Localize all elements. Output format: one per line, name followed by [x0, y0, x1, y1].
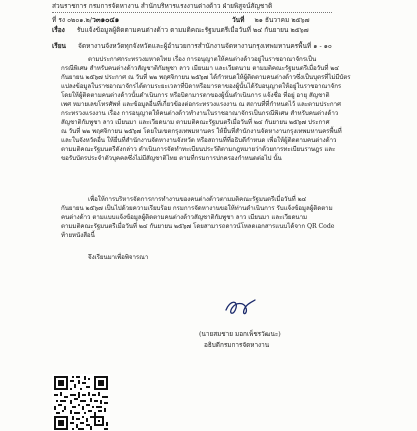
para1-line: แปลงข้อมูลในราชอาณาจักรได้ตามระยะเวลาที่บิดาหรือมารดาของผู้นั้นได้รับอนุญาตให้อยู่ในราชอาณาจักร [61, 83, 342, 90]
signer-title: อธิบดีกรมการจัดหางาน [204, 341, 270, 349]
para2-line: เพื่อให้การบริหารจัดการการทำงานของคนต่างด้าวตามมติคณะรัฐมนตรีเมื่อวันที่ ๒๔ [88, 196, 307, 203]
para1-line: สัญชาติกัมพูชา ลาว เมียนมา และเวียดนาม ตามมติคณะรัฐมนตรีเมื่อวันที่ ๒๔ กันยายน ๒๕๖๗ ประกาศ [61, 119, 330, 126]
reference-number: ว๓๑๐๔๑ [91, 15, 120, 24]
to-text: จัดหางานจังหวัดทุกจังหวัดและผู้อำนวยการสำนักงานจัดหางานกรุงเทพมหานครพื้นที่ ๑ - ๑๐ [78, 42, 332, 50]
subject-label: เรื่อง [52, 26, 65, 34]
para1-line: และในจังหวัดอื่น ให้ยื่นที่สำนักงานจัดหางานจังหวัด หรือสถานที่ที่อธิบดีกำหนด เพื่อให้ผู้ติดตามคนต่างด้าว [61, 137, 337, 144]
to-label: เรียน [52, 42, 66, 50]
subject-text: รับแจ้งข้อมูลผู้ติดตามคนต่างด้าว ตามมติคณะรัฐมนตรีเมื่อวันที่ ๒๔ กันยายน ๒๕๖๗ [76, 26, 309, 34]
signer-name: (นายสมชาย มอกเพ็ชรวัฒนะ) [199, 330, 281, 338]
para1-line: ขอรับบัตรประจำตัวบุคคลซึ่งไม่มีสัญชาติไทย ตามที่กรมการปกครองกำหนดต่อไป นั้น [61, 155, 282, 162]
para2-line: กันยายน ๒๕๖๗ เป็นไปด้วยความเรียบร้อย กรมการจัดหางานขอให้ท่านดำเนินการ รับแจ้งข้อมูลผู้ติดตาม [61, 205, 333, 212]
para1-line: ณ วันที่ ๒๒ พฤศจิกายน ๒๕๖๗ โดยในเขตกรุงเทพมหานคร ให้ยื่นที่สำนักงานจัดหางานกรุงเทพมหานครพื้นที่ [61, 128, 342, 135]
para2-line: คนต่างด้าว ตามแบบแจ้งข้อมูลผู้ติดตามคนต่างด้าวสัญชาติกัมพูชา ลาว เมียนมา และเวียดนาม [61, 214, 308, 221]
para1-line: กรณีพิเศษ สำหรับคนต่างด้าวสัญชาติกัมพูชา ลาว เมียนมา และเวียดนาม ตามมติคณะรัฐมนตรีเมื่อวันที่ ๒๔ [61, 65, 339, 72]
date-value: ๒๑ ธันวาคม ๒๕๖๗ [254, 16, 310, 24]
subject-line [52, 26, 309, 34]
para1-line: ตามประกาศกระทรวงมหาดไทย เรื่อง การอนุญาตให้คนต่างด้าวอยู่ในราชอาณาจักรเป็น [88, 56, 317, 63]
header-rule [52, 12, 332, 13]
date-label: วันที่ [232, 16, 245, 24]
para1-line: กันยายน ๒๕๖๗ ประกาศ ณ วันที่ ๒๒ พฤศจิกายน ๒๕๖๗ ได้กำหนดให้ผู้ติดตามคนต่างด้าวซึ่งเป็นบุตรที่ไม่มีบัตร [61, 74, 351, 81]
closing-line: จึงเรียนมาเพื่อพิจารณา [88, 254, 149, 261]
salutation-line [52, 42, 332, 50]
agency-line: ส่วนราชการ กรมการจัดหางาน สำนักบริหารแรงงานต่างด้าว ฝ่ายพิสูจน์สัญชาติ [52, 2, 273, 10]
para1-line: เพศ หมายเลขโทรศัพท์ และข้อมูลอื่นที่เกี่ยวข้องต่อกระทรวงแรงงาน ณ สถานที่ที่กำหนดไว้ และตามประกาศ [61, 101, 341, 108]
para2-line: ท้ายหนังสือนี้ [61, 232, 95, 239]
date-line [232, 16, 310, 24]
reference-line [52, 16, 119, 24]
qr-code-icon [52, 374, 110, 431]
para1-line: กระทรวงแรงงาน เรื่อง การอนุญาตให้คนต่างด้าวทำงานในราชอาณาจักรเป็นกรณีพิเศษ สำหรับคนต่างด้าว [61, 110, 339, 117]
download-qr-code[interactable] [52, 374, 110, 431]
para1-line: ตามมติคณะรัฐมนตรีดังกล่าว ดำเนินการจัดทำทะเบียนประวัติตามกฎหมายว่าด้วยการทะเบียนราษฎร และ [61, 146, 336, 153]
signature-mark [222, 296, 258, 320]
reference-prefix: ที่ รง ๐๒๐๑.๒/ [52, 16, 92, 24]
para2-line: ตามมติคณะรัฐมนตรีเมื่อวันที่ ๒๔ กันยายน ๒๕๖๗ โดยสามารถดาวน์โหลดเอกสารแนบได้จาก QR Code [61, 223, 335, 230]
para1-line: โดยให้ผู้ติดตามคนต่างด้าวนั้นดำเนินการ หรือบิดามารดาของผู้นั้นดำเนินการ แจ้งชื่อ ที่อยู่ อายุ สัญชาติ [61, 92, 330, 99]
